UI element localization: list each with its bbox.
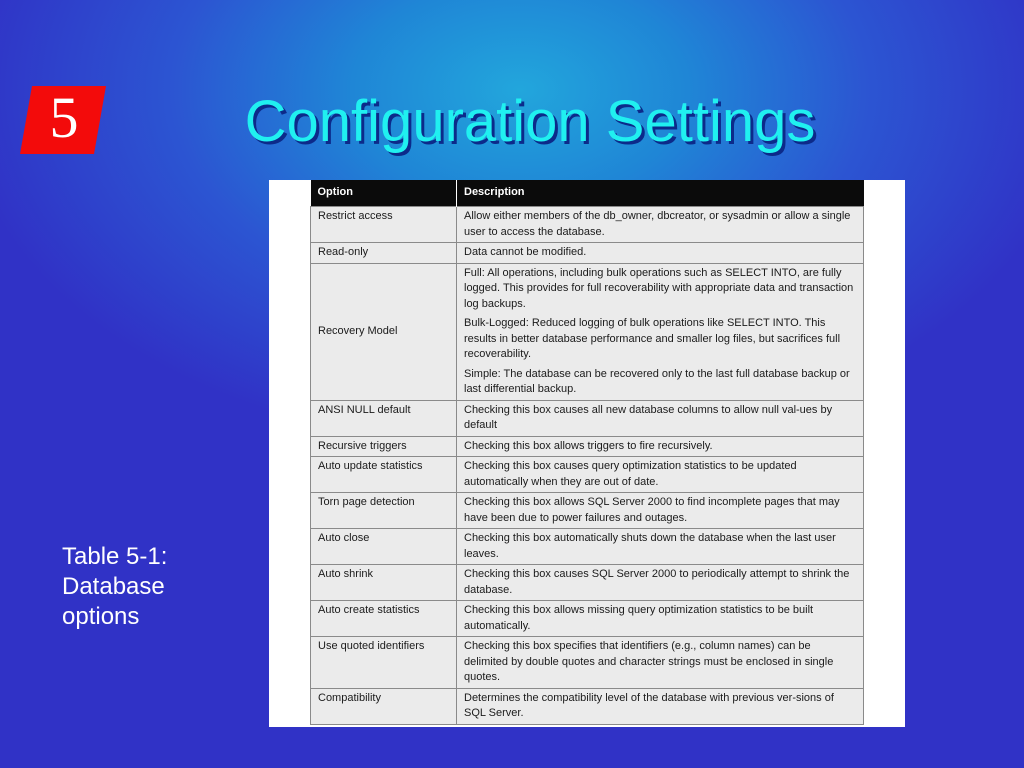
caption-line: Table 5-1: bbox=[62, 543, 168, 570]
caption-line: options bbox=[62, 603, 140, 630]
description-cell bbox=[457, 243, 864, 264]
description-cell bbox=[457, 529, 864, 565]
option-cell: Use quoted identifiers bbox=[311, 637, 457, 689]
option-cell: Auto shrink bbox=[311, 565, 457, 601]
table-caption bbox=[62, 542, 242, 632]
table-header-row bbox=[311, 180, 864, 207]
table-row bbox=[311, 688, 864, 724]
description-cell bbox=[457, 601, 864, 637]
option-cell: Read-only bbox=[311, 243, 457, 264]
table-row bbox=[311, 529, 864, 565]
table-row bbox=[311, 207, 864, 243]
table-row bbox=[311, 493, 864, 529]
description-text: Checking this box allows SQL Server 2000 to find incomplete pages that may have been due to power failures and outages. bbox=[464, 496, 840, 524]
table-image-panel bbox=[269, 180, 905, 727]
header-option: Option bbox=[311, 180, 457, 207]
description-text: Checking this box automatically shuts down the database when the last user leaves. bbox=[464, 532, 836, 560]
table-row bbox=[311, 243, 864, 264]
description-cell bbox=[457, 400, 864, 436]
description-cell bbox=[457, 457, 864, 493]
description-cell bbox=[457, 637, 864, 689]
table-row bbox=[311, 436, 864, 457]
caption-line: Database bbox=[62, 573, 165, 600]
table-row bbox=[311, 637, 864, 689]
description-cell bbox=[457, 207, 864, 243]
description-cell bbox=[457, 493, 864, 529]
description-text: Determines the compatibility level of the database with previous ver-sions of SQL Server. bbox=[464, 691, 834, 719]
description-text: Checking this box allows triggers to fire recursively. bbox=[464, 439, 713, 452]
description-cell bbox=[457, 436, 864, 457]
chapter-number: 5 bbox=[49, 85, 79, 150]
option-cell: Auto close bbox=[311, 529, 457, 565]
option-cell: Torn page detection bbox=[311, 493, 457, 529]
slide-title: Configuration Settings bbox=[244, 89, 816, 154]
description-text: Data cannot be modified. bbox=[464, 246, 587, 258]
description-text: Checking this box specifies that identifiers (e.g., column names) can be delimited by double quotes and character strings must be enclosed in single quotes. bbox=[464, 640, 834, 683]
table-row bbox=[311, 601, 864, 637]
description-text: Checking this box allows missing query optimization statistics to be built automatically. bbox=[464, 604, 814, 632]
option-cell: ANSI NULL default bbox=[311, 400, 457, 436]
option-cell: Auto update statistics bbox=[311, 457, 457, 493]
option-cell: Restrict access bbox=[311, 207, 457, 243]
description-text: Full: All operations, including bulk operations such as SELECT INTO, are fully logged. This provides for full recoverability with appropriate data and transaction log backups. bbox=[464, 266, 854, 310]
description-text: Bulk-Logged: Reduced logging of bulk operations like SELECT INTO. This results in better database performance and smaller log files, but sacrifices full recoverability. bbox=[464, 317, 841, 360]
option-cell: Auto create statistics bbox=[311, 601, 457, 637]
description-cell bbox=[457, 688, 864, 724]
description-text: Checking this box causes SQL Server 2000 to periodically attempt to shrink the database. bbox=[464, 568, 850, 596]
description-cell bbox=[457, 263, 864, 400]
option-cell: Recursive triggers bbox=[311, 436, 457, 457]
description-text: Simple: The database can be recovered only to the last full database backup or last differential backup. bbox=[464, 367, 850, 395]
table-row bbox=[311, 457, 864, 493]
database-options-table bbox=[310, 180, 864, 725]
table-row bbox=[311, 565, 864, 601]
description-cell bbox=[457, 565, 864, 601]
table-row bbox=[311, 400, 864, 436]
option-cell: Recovery Model bbox=[311, 263, 457, 400]
header-description: Description bbox=[457, 180, 864, 207]
description-text: Checking this box causes query optimization statistics to be updated automatically when they are out of date. bbox=[464, 460, 797, 488]
table-row bbox=[311, 263, 864, 400]
description-text: Allow either members of the db_owner, dbcreator, or sysadmin or allow a single user to access the database. bbox=[464, 210, 851, 238]
description-text: Checking this box causes all new database columns to allow null val-ues by default bbox=[464, 403, 833, 431]
option-cell: Compatibility bbox=[311, 688, 457, 724]
